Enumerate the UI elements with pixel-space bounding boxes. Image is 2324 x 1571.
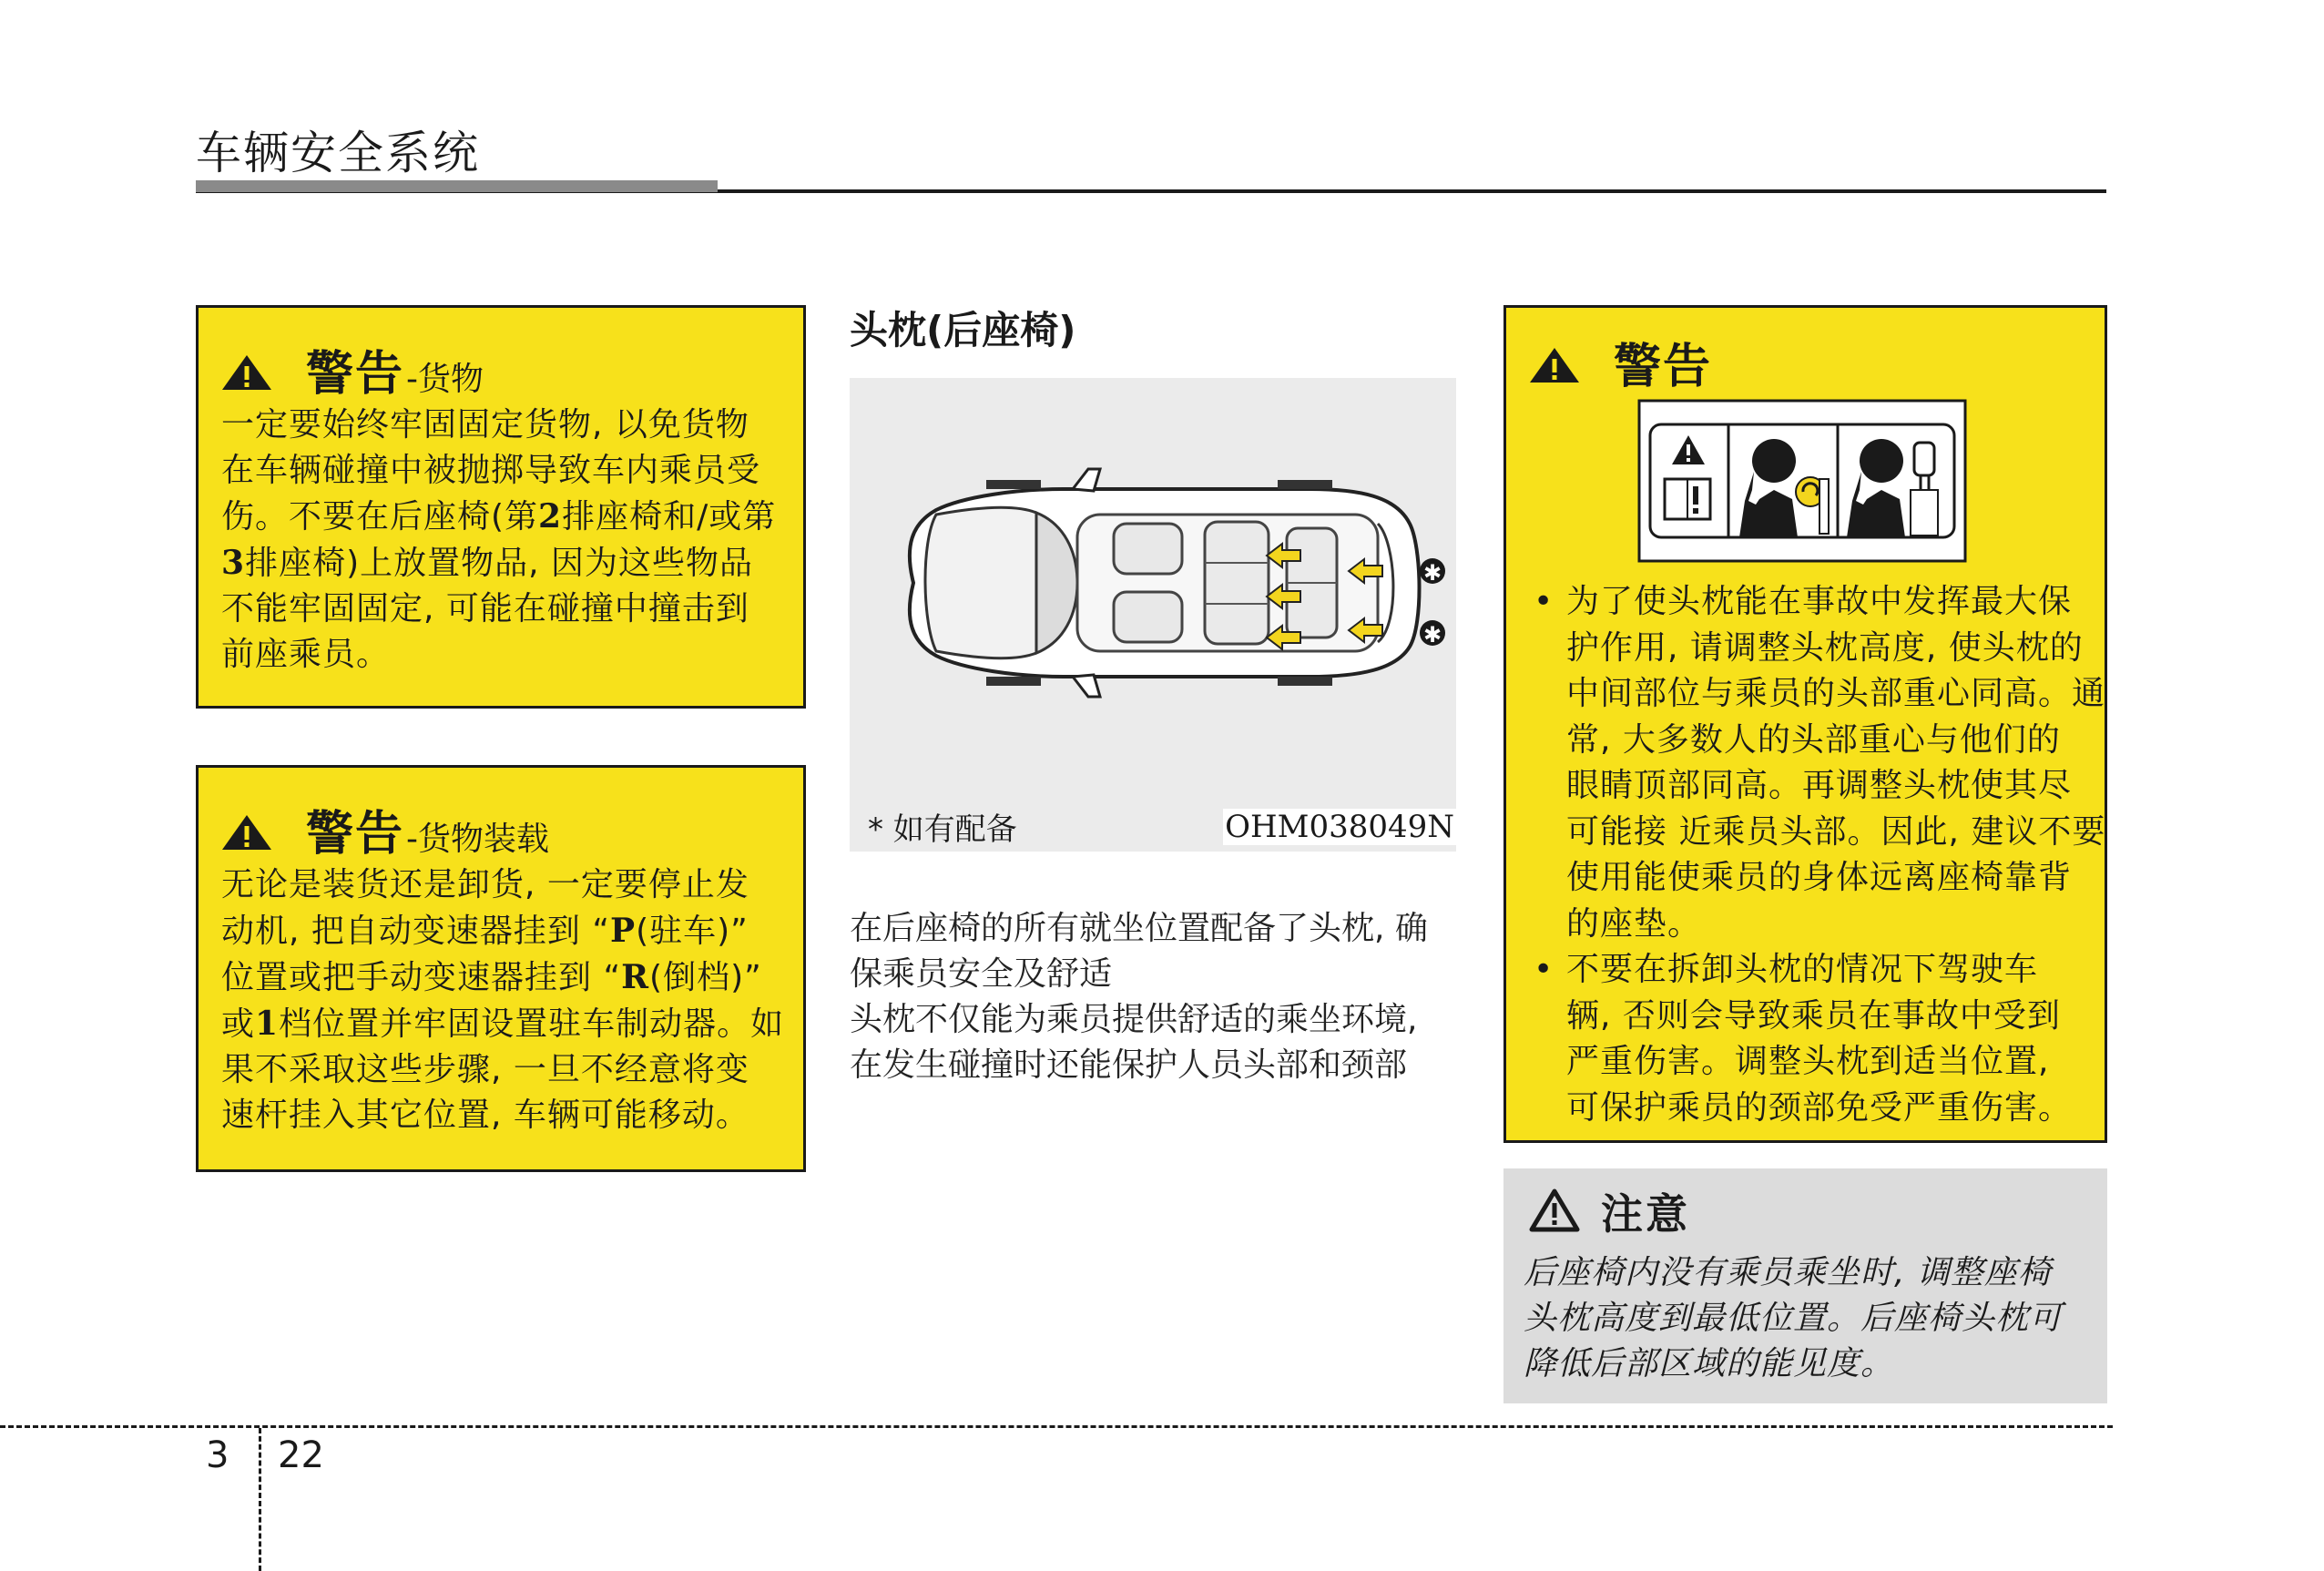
warning-triangle-icon (220, 813, 273, 852)
optional-marker: ✱ (1422, 622, 1442, 648)
body-line: 保乘员安全及舒适 (850, 955, 1113, 993)
warning-line: 不能牢固固定, 可能在碰撞中撞击到 (221, 590, 749, 627)
caution-triangle-icon (1529, 1188, 1580, 1232)
bullet-line: • 不要在拆卸头枕的情况下驾驶车 (1566, 951, 2039, 988)
bullet-line: 护作用, 请调整头枕高度, 使头枕的 (1566, 628, 2084, 667)
footer-divider (259, 1428, 261, 1571)
bold-term: 2 (538, 497, 563, 536)
bullet-item (1528, 947, 2105, 1131)
bullet-line: 常, 大多数人的头部重心与他们的 (1566, 720, 2061, 759)
caution-line: 头枕高度到最低位置。后座椅头枕可 (1524, 1300, 2064, 1337)
bullet-line: 中间部位与乘员的头部重心同高。通 (1566, 675, 2106, 712)
headrest-icon (1911, 443, 1938, 536)
warning-title: 警告 (306, 347, 405, 402)
figure-code: OHM038049N (1225, 809, 1454, 845)
warning-line: 3排座椅)上放置物品, 因为这些物品 (221, 544, 753, 582)
bold-term: 1 (255, 1005, 280, 1043)
warning-body (221, 403, 776, 678)
bold-term: 3 (221, 544, 246, 582)
headrest-section-title: 头枕(后座椅) (850, 308, 1076, 352)
warning-triangle-icon (220, 353, 273, 392)
warning-title: 警告 (1614, 340, 1713, 394)
bullet-line: • 为了使头枕能在事故中发挥最大保 (1566, 583, 2073, 620)
bullet-line: 使用能使乘员的身体远离座椅靠背 (1566, 859, 2073, 896)
body-line: 头枕不仅能为乘员提供舒适的乘坐环境, (850, 1001, 1418, 1038)
headrest-body-text (850, 906, 1428, 1088)
bold-term: R (621, 958, 650, 996)
warning-box-cargo-loading (196, 765, 806, 1172)
footer-rule (0, 1425, 2113, 1428)
warning-subtitle: -货物 (406, 361, 484, 398)
body-line: 在后座椅的所有就坐位置配备了头枕, 确 (850, 910, 1428, 947)
warning-body (221, 862, 784, 1138)
bullet-line: 可保护乘员的颈部免受严重伤害。 (1566, 1088, 2073, 1127)
warning-line: 无论是装货还是卸货, 一定要停止发 (221, 866, 749, 903)
bullet-line: 辆, 否则会导致乘员在事故中受到 (1566, 996, 2061, 1035)
warning-title: 警告 (306, 807, 405, 862)
warning-line: 前座乘员。 (221, 636, 391, 673)
warning-line: 动机, 把自动变速器挂到 “P(驻车)” (221, 912, 749, 950)
bullet-item (1528, 579, 2105, 947)
warning-subtitle: -货物装载 (406, 821, 550, 858)
headrest-warning-pictogram (1637, 399, 1967, 563)
car-top-view-illustration (850, 378, 1456, 852)
chapter-number: 3 (206, 1434, 229, 1476)
headrest-figure (850, 378, 1456, 852)
caution-line: 后座椅内没有乘员乘坐时, 调整座椅 (1524, 1254, 2052, 1291)
warning-triangle-icon (1528, 346, 1581, 384)
warning-line: 或1档位置并牢固设置驻车制动器。如 (221, 1005, 785, 1043)
bullet-line: 眼睛顶部同高。再调整头枕使其尽 (1566, 767, 2073, 804)
warning-box-headrest (1503, 305, 2107, 1143)
warning-line: 一定要始终牢固固定货物, 以免货物 (221, 406, 749, 444)
bullet-line: 的座垫。 (1566, 904, 1702, 943)
caution-title: 注意 (1601, 1189, 1690, 1239)
header-rule-accent (196, 180, 718, 192)
body-line: 在发生碰撞时还能保护人员头部和颈部 (850, 1046, 1408, 1084)
page-number: 22 (278, 1434, 324, 1476)
caution-body (1524, 1250, 2063, 1387)
warning-line: 速杆挂入其它位置, 车辆可能移动。 (221, 1097, 749, 1134)
caution-line: 降低后部区域的能见度。 (1524, 1345, 1895, 1382)
warning-line: 伤。不要在后座椅(第2排座椅和/或第 (221, 497, 777, 536)
warning-line: 位置或把手动变速器挂到 “R(倒档)” (221, 958, 762, 996)
section-title: 车辆安全系统 (196, 127, 480, 179)
bullet-line: 严重伤害。调整头枕到适当位置, (1566, 1043, 2050, 1080)
bullet-line: 可能接 近乘员头部。因此, 建议不要 (1566, 812, 2106, 851)
warning-line: 在车辆碰撞中被抛掷导致车内乘员受 (221, 452, 761, 489)
warning-line: 果不采取这些步骤, 一旦不经意将变 (221, 1051, 749, 1088)
warning-box-cargo (196, 305, 806, 709)
headrest-warning-bullets (1528, 579, 2105, 1131)
optional-marker: ✱ (1422, 560, 1442, 586)
caution-box (1503, 1168, 2107, 1403)
bold-term: P (609, 912, 637, 950)
figure-note: * 如有配备 (868, 811, 1017, 848)
